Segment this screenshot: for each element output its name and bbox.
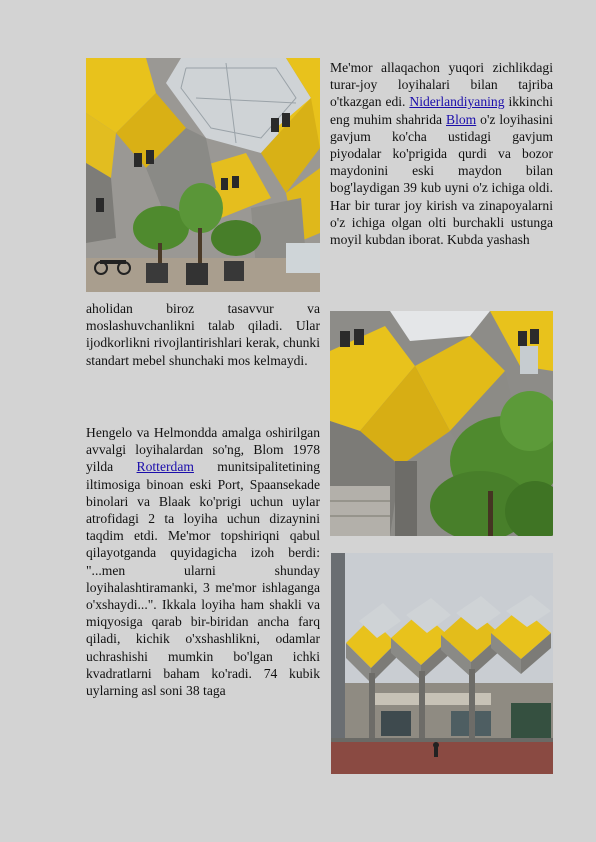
paragraph-text: Me'mor allaqachon yuqori zichlikdagi turar-joy loyihalari bilan tajriba o'tkazgan edi. <box>330 60 553 110</box>
paragraph-text: aholidan biroz tasavvur va moslashuvchanlikni talab qiladi. Ular ijodkorlikni rivojlantirishlari kerak, chunki standart mebel shunchaki mos kelmaydi. <box>86 301 320 368</box>
left-column-paragraph-2 <box>86 424 320 699</box>
cube-houses-with-tree-photo <box>330 311 553 536</box>
rotterdam-link[interactable]: Rotterdam <box>136 459 194 475</box>
cube-houses-street-view-photo <box>331 553 553 774</box>
niderlandiya-link[interactable]: Niderlandiyaning <box>409 94 505 110</box>
paragraph-text: Hengelo va Helmondda amalga oshirilgan avvalgi loyihalardan so'ng, Blom 1978 yilda <box>86 425 320 475</box>
paragraph-text: ikkinchi eng muhim shahrida <box>330 94 553 127</box>
left-column-paragraph-1 <box>86 300 320 369</box>
paragraph-text: munitsipalitetining iltimosiga binoan eski Port, Spaansekade binolari va Blaak ko'prigi uchun uylar atrofidagi 2 ta loyiha uchun dizaynini taqdim etdi. Me'mor topshiriqni qabul qilayotganda quyidagicha izoh berdi: "...men ularni shunday loyihalashtiramanki, 3 me'mor ishlaganga o'xshaydi...". Ikkala loyiha ham shakli va miqyosiga qarab bir-biridan ancha farq qiladi, kichik o'xshashlikni, odamlar uchrashishi mumkin bo'lgan ichki kvadratlarni baham ko'radi. 74 kubik uylarning asl soni 38 taga <box>86 459 320 699</box>
right-column-paragraph <box>330 59 553 248</box>
blom-link[interactable]: Blom <box>446 111 477 127</box>
paragraph-text: o'z loyihasini gavjum ko'cha ustidagi gavjum piyodalar ko'prigida qurdi va bozor maydonini eski maydon bilan bog'laydigan 39 kub uyni o'z ichiga oldi. Har bir turar joy kirish va zinapoyalarni o'z ichiga olgan olti burchakli ustunga moyil kubdan iborat. Kubda yashash <box>330 111 553 248</box>
cube-houses-courtyard-photo <box>86 58 320 292</box>
